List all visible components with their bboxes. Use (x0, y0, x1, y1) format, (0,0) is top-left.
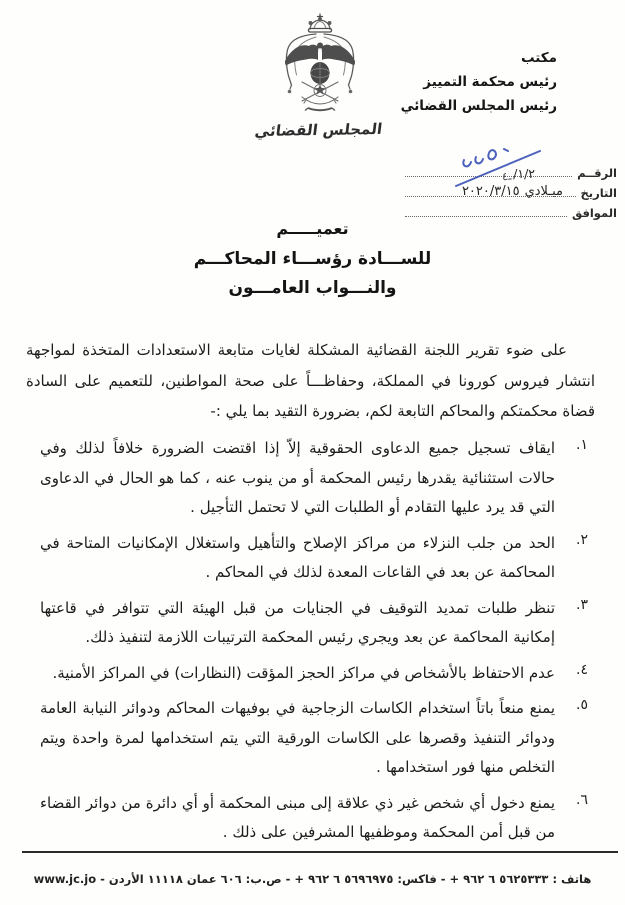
list-item (40, 694, 595, 783)
list-item (40, 529, 595, 588)
item-number: ٦. (576, 791, 588, 808)
item-number: ٣. (576, 596, 588, 613)
item-text: يمنع منعاً باتاً استخدام الكاسات الزجاجية في بوفيهات المحاكم ودوائر النيابة العامة ودوائر التنفيذ وقصرها على الكاسات الورقية التي يتم استخدامها لمرة واحدة ويتم التخلص منها فور استخدامها . (40, 699, 555, 776)
handwritten-scribble-icon (448, 144, 548, 190)
handwritten-number: ـ٤ (501, 169, 512, 184)
office-line-2: رئيس محكمة التمييز (423, 74, 557, 90)
office-title-block (401, 46, 557, 118)
item-text: الحد من جلب النزلاء من مراكز الإصلاح والتأهيل واستغلال الإمكانيات المتاحة في المحاكمة عن بعد في القاعات المعدة لذلك في المحاكم . (40, 533, 555, 581)
footer-divider (22, 851, 618, 853)
reference-date-label: التاريخ (580, 186, 617, 200)
list-item (40, 789, 595, 848)
item-number: ٢. (576, 531, 588, 548)
circular-title-block (0, 219, 625, 298)
reference-corresponding-label: الموافق (571, 206, 617, 220)
date-era-label: ميـلادي (524, 184, 563, 199)
circular-title: تعميـــــم (276, 219, 349, 238)
item-text: يمنع دخول أي شخص غير ذي علاقة إلى مبنى المحكمة أو أي دائرة من دوائر القضاء من قبل أمن المحكمة وموظفيها المشرفين على ذلك . (40, 793, 555, 841)
emblem-caption: المجلس القضائي (253, 119, 384, 141)
office-line-3: رئيس المجلس القضائي (400, 98, 557, 114)
circular-addressees-line1: للســـادة رؤســـاء المحاكـــم (193, 249, 432, 269)
item-number: ٥. (576, 697, 588, 713)
reference-number-label: الرقــم (577, 166, 617, 180)
intro-paragraph: على ضوء تقرير اللجنة القضائية المشكلة لغايات متابعة الاستعدادات المتخذة لمواجهة انتشار فيروس كورونا في المملكة، وحفاظـــاً على صحة المواطنين، للتعميم على السادة قضاة محكمتكم والمحاكم التابعة لكم، بضرورة التقيد بما يلي :- (26, 341, 595, 420)
emblem-block (253, 12, 384, 141)
list-item (40, 434, 595, 523)
reference-corresponding-row (405, 200, 617, 220)
item-number: ١. (576, 437, 588, 453)
dotted-fill-line (405, 216, 567, 217)
item-text: عدم الاحتفاظ بالأشخاص في مراكز الحجز المؤقت (النظارات) في المراكز الأمنية. (52, 663, 555, 682)
date-value: ٢٠٢٠/٣/١٥ (461, 184, 520, 199)
item-text: ايقاف تسجيل جميع الدعاوى الحقوقية إلاّ إذا اقتضت الضرورة خلافاً لذلك وفي حالات استثنائية يقدرها رئيس المحكمة أو من ينوب عنه ، كما هو الحال في الدعاوى التي قد يرد عليها التقادم أو الطلبات التي لا تحتمل التأجيل . (40, 439, 555, 516)
list-item (40, 659, 595, 689)
circular-addressees-line2: والنـــواب العامـــون (228, 278, 397, 298)
item-text: تنظر طلبات تمديد التوقيف في الجنايات من قبل الهيئة التي تتوافر في قاعتها إمكانية المحاكمة عن بعد ويجري رئيس المحكمة الترتيبات اللازمة لتنفيذ ذلك. (40, 598, 555, 646)
reference-number-value: /١/٢ (513, 166, 535, 181)
item-number: ٤. (576, 661, 588, 678)
office-line-1: مكتب (520, 50, 557, 66)
footer-contact: هاتف : ٥٦٢٥٣٣٣ ٦ ٩٦٢ + - فاكس: ٥٦٩٦٩٧٥ ٦ ٩٦٢ + - ص.ب: ٦٠٦ عمان ١١١١٨ الأردن - www.jc.jo (33, 872, 592, 886)
list-item (40, 594, 595, 653)
jordan-coat-of-arms-icon (272, 12, 368, 114)
circular-items-list (40, 434, 595, 854)
